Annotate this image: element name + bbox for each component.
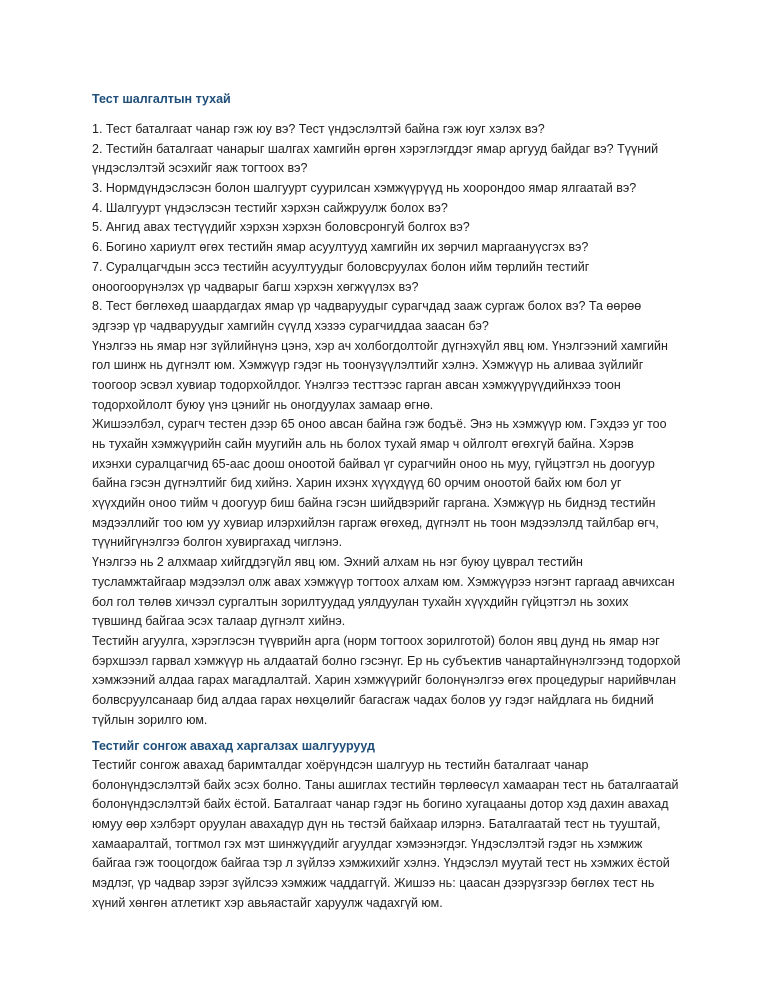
text-line: байгаа гэж тооцогдож байгаа тэр л зүйлээ хэмжихийг хэлнэ. Үндэслэл муутай тест нь хэмжих ёстой (92, 856, 670, 871)
text-line: бэрхшээл гарвал хэмжүүр нь алдаатай болно гэсэнүг. Ер нь субъектив чанартайнүнэлгээнд тодорхой (92, 653, 681, 668)
section-title: Тест шалгалтын тухай (92, 92, 231, 106)
text-line: 2. Тестийн баталгаат чанарыг шалгах хамгийн өргөн хэрэглэгддэг ямар аргууд байдаг вэ? Түүний (92, 141, 659, 156)
text-line: Жишээлбэл, сурагч тестен дээр 65 оноо авсан байна гэж бодъё. Энэ нь хэмжүүр юм. Гэхдээ уг тоо (92, 417, 667, 432)
text-line: тусламжтайгаар мэдээлэл олж авах хэмжүүр тогтоох алхам юм. Хэмжүүрээ нэгэнт гаргаад авчихсан (92, 574, 675, 589)
text-line: оноогоорүнэлэх үр чадварыг багш хэрхэн хөгжүүлэх вэ? (92, 279, 419, 294)
text-line: түйлын зорилго юм. (92, 712, 208, 727)
text-line: Тестийг сонгож авахад баримталдаг хоёрүндсэн шалгуур нь тестийн баталгаат чанар (92, 758, 589, 772)
text-line: 7. Суралцагчдын эссэ тестийн асуултуудыг боловсруулах болон ийм төрлийн тестийг (92, 259, 590, 274)
text-line: юмуу өөр хэлбэрт оруулан авахадүр дүн нь төстэй байхаар илэрнэ. Баталгаатай тест нь тууштай, (92, 817, 661, 832)
text-line: Үнэлгээ нь ямар нэг зүйлийнүнэ цэнэ, хэр ач холбогдолтойг дүгнэхүйл явц юм. Үнэлгээний хамгийн (92, 338, 668, 353)
text-line: мэдлэг, үр чадвар зэрэг зүйлсээ хэмжиж чаддаггүй. Жишээ нь: цаасан дээрүзгээр бөглөх тест нь (92, 876, 655, 891)
text-line: байна гэсэн дүгнэлтийг бид хийнэ. Харин ихэнх хүүхдүүд 60 орчим оноотой байх юм бол уг (92, 476, 622, 491)
text-line: 4. Шалгуурт үндэслэсэн тестийг хэрхэн сайжруулж болох вэ? (92, 200, 448, 215)
text-line: Үнэлгээ нь 2 алхмаар хийгддэгүйл явц юм. Эхний алхам нь нэг буюу цуврал тестийн (92, 555, 583, 570)
text-line: гол шинж нь дүгнэлт юм. Хэмжүүр гэдэг нь тоонүзүүлэлтийг хэлнэ. Хэмжүүр нь аливаа зүйлийг (92, 358, 644, 373)
text-line: түүнийгүнэлгээ болгон хувиргахад чиглэнэ. (92, 535, 343, 550)
text-line: үндэслэлтэй эсэхийг яаж тогтоох вэ? (92, 161, 308, 176)
text-line: Тестийн агуулга, хэрэглэсэн түүврийн арга (норм тогтоох зорилготой) болон явц дунд нь ямар нэг (92, 633, 660, 648)
text-line: 8. Тест бөглөхөд шаардагдах ямар үр чадваруудыг сурагчдад зааж сургаж болох вэ? Та өөрөө (92, 299, 642, 314)
text-line: болвсруулсанаар бид алдаа гарах нөхцөлийг багасгаж чадах болов уу гэдэг найдлага нь бидний (92, 692, 654, 707)
text-line: бол гол төлөв хичээл сургалтын зорилтуудад уялдуулан тухайн хүүхдийн гүйцэтгэл нь зохих (92, 594, 629, 609)
text-line: 5. Ангид авах тестүүдийг хэрхэн хэрхэн боловсронгуй болгох вэ? (92, 220, 470, 235)
section-body (92, 120, 692, 730)
section-title: Тестийг сонгож авахад харгалзах шалгуурууд (92, 739, 375, 753)
text-line: хамааралтай, тогтмол гэх мэт шинжүүдийг агуулдаг хэмээнэгдэг. Үндэслэлтэй гэдэг нь хэмжиж (92, 836, 643, 851)
text-line: 3. Нормдүндэслэсэн болон шалгуурт суурилсан хэмжүүрүүд нь хоорондоо ямар ялгаатай вэ? (92, 181, 637, 196)
text-line: хүүхдийн оноо тийм ч доогуур биш байна гэсэн шийдвэрийг гаргана. Хэмжүүр нь биднэд тестийн (92, 496, 656, 511)
text-line: тоогоор эсвэл хувиар тодорхойлдог. Үнэлгээ тесттээс гарган авсан хэмжүүрүүдийнхээ тоон (92, 377, 621, 392)
text-line: нь тухайн хэмжүүрийн сайн муугийн аль нь болох тухай ямар ч ойлголт өгөхгүй байна. Хэрэв (92, 437, 634, 451)
text-line: мэдээллийг тоо юм уу хувиар илэрхийлэн гаргаж өгөхөд, дүгнэлт нь тоон мэдээлэлд тайлбар өгч, (92, 515, 659, 530)
text-line: тодорхойлолт буюу үнэ цэнийг нь оногдуулах замаар өгнө. (92, 397, 434, 412)
text-line: ихэнхи суралцагчид 65-аас доош оноотой байвал үг сурагчийн оноо нь муу, гүйцэтгэл нь доогуур (92, 456, 655, 471)
text-line: болонүндэслэлтэй байх ёстой. Баталгаат чанар гэдэг нь богино хугацааны дотор хэд дахин авахад (92, 797, 669, 812)
text-line: хүний хөнгөн атлетикт хэр авьяастайг харуулж чадахгүй юм. (92, 895, 443, 910)
text-line: эдгээр үр чадваруудыг хамгийн сүүлд хэзээ сурагчиддаа заасан бэ? (92, 318, 489, 333)
text-line: 6. Богино хариулт өгөх тестийн ямар асуултууд хамгийн их зөрчил маргаануүсгэх вэ? (92, 240, 589, 255)
text-line: түвшинд байгаа эсэх талаар дүгнэлт хийнэ. (92, 614, 346, 629)
text-line: 1. Тест баталгаат чанар гэж юу вэ? Тест үндэслэлтэй байна гэж юуг хэлэх вэ? (92, 122, 545, 136)
text-line: болонүндэслэлтэй байх эсэх болно. Таны ашиглах тестийн төрлөөсүл хамааран тест нь баталгаатай (92, 777, 679, 792)
section-body (92, 756, 692, 914)
text-line: хэмжээний алдаа гарах магадлалтай. Харин хэмжүүрийг болонүнэлгээ өгөх процедурыг нарийвчлан (92, 673, 677, 688)
